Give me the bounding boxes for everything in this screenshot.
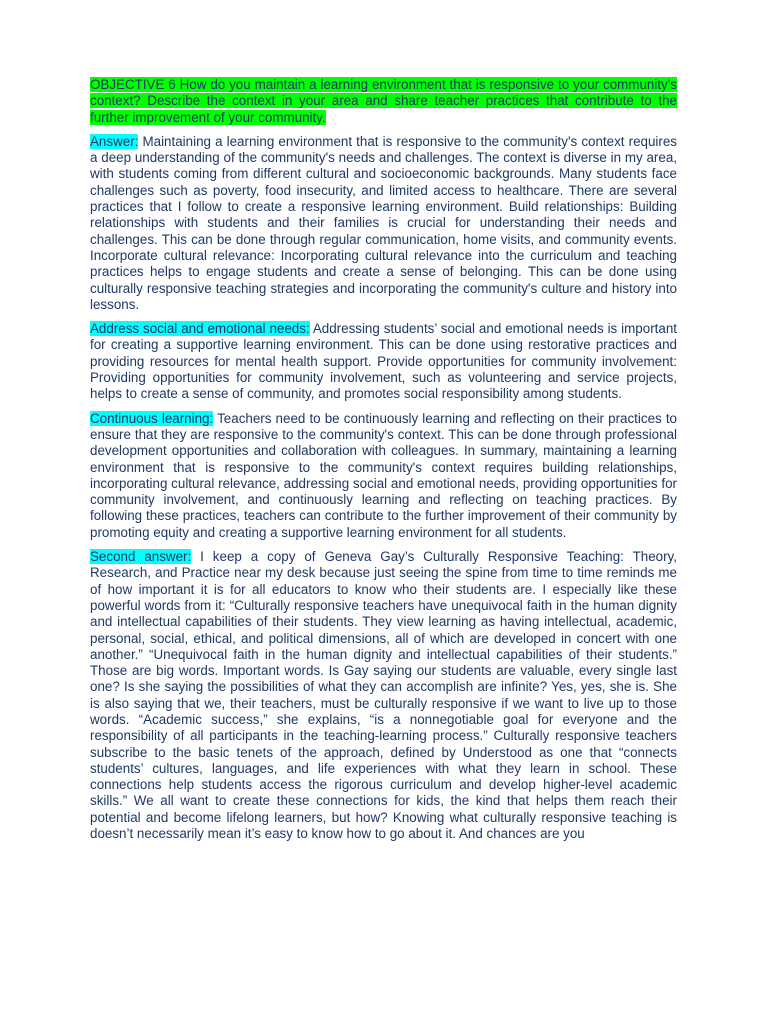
social-emotional-text: Addressing students’ social and emotional needs is important for creating a supportive learning environment. This can be done using restorative practices and providing resources for mental health support. Provide opportunities for community involvement: Providing opportunities for community involvement, such as volunteering and service projects, helps to create a sense of community, and promotes social responsibility among students. [90, 321, 677, 402]
social-emotional-paragraph [90, 321, 677, 402]
answer-text: Maintaining a learning environment that is responsive to the community's context requires a deep understanding of the community's needs and challenges. The context is diverse in my area, with students coming from different cultural and socioeconomic backgrounds. Many students face challenges such as poverty, food insecurity, and limited access to healthcare. There are several practices that I follow to create a responsive learning environment. Build relationships: Building relationships with students and their families is crucial for understanding their needs and challenges. This can be done through regular communication, home visits, and community events. Incorporate cultural relevance: Incorporating cultural relevance into the curriculum and teaching practices helps to engage students and create a sense of belonging. This can be done using culturally responsive teaching strategies and incorporating the community's culture and history into lessons. [90, 133, 677, 312]
continuous-learning-label: Continuous learning: [90, 410, 214, 426]
second-answer-label: Second answer: [90, 549, 192, 565]
social-emotional-label: Address social and emotional needs: [90, 321, 310, 337]
answer-label: Answer: [90, 133, 139, 149]
answer-paragraph [90, 134, 677, 313]
second-answer-paragraph [90, 549, 677, 842]
continuous-learning-paragraph [90, 411, 677, 541]
second-answer-text: I keep a copy of Geneva Gay’s Culturally Responsive Teaching: Theory, Research, and Practice near my desk because just seeing the spine from time to time reminds me of how important it is for all educators to know who their students are. I especially like these powerful words from it: “Culturally responsive teachers have unequivocal faith in the human dignity and intellectual capabilities of their students. They view learning as having intellectual, academic, personal, social, ethical, and political dimensions, all of which are developed in concert with one another.” “Unequivocal faith in the human dignity and intellectual capabilities of their students.” Those are big words. Important words. Is Gay saying our students are valuable, every single last one? Is she saying the possibilities of what they can accomplish are infinite? Yes, yes, she is. She is also saying that we, their teachers, must be culturally responsive if we want to live up to those words. “Academic success,” she explains, “is a nonnegotiable goal for everyone and the responsibility of all participants in the teaching-learning process.” Culturally responsive teachers subscribe to the basic tenets of the approach, defined by Understood as one that “connects students’ cultures, languages, and life experiences with what they learn in school. These connections help students access the rigorous curriculum and develop higher-level academic skills.” We all want to create these connections for kids, the kind that helps them reach their potential and become lifelong learners, but how? Knowing what culturally responsive teaching is doesn’t necessarily mean it’s easy to know how to go about it. And chances are you [90, 549, 677, 842]
objective-text: OBJECTIVE 6 How do you maintain a learning environment that is responsive to your community's context? Describe the context in your area and share teacher practices that contribute to the further improvement of your community. [90, 77, 677, 125]
objective-paragraph [90, 77, 677, 126]
document-page [90, 77, 677, 850]
continuous-learning-text: Teachers need to be continuously learning and reflecting on their practices to ensure that they are responsive to the community's context. This can be done through professional development opportunities and collaboration with colleagues. In summary, maintaining a learning environment that is responsive to the community's context requires building relationships, incorporating cultural relevance, addressing social and emotional needs, providing opportunities for community involvement, and continuously learning and reflecting on teaching practices. By following these practices, teachers can contribute to the further improvement of their community by promoting equity and creating a supportive learning environment for all students. [90, 410, 677, 540]
